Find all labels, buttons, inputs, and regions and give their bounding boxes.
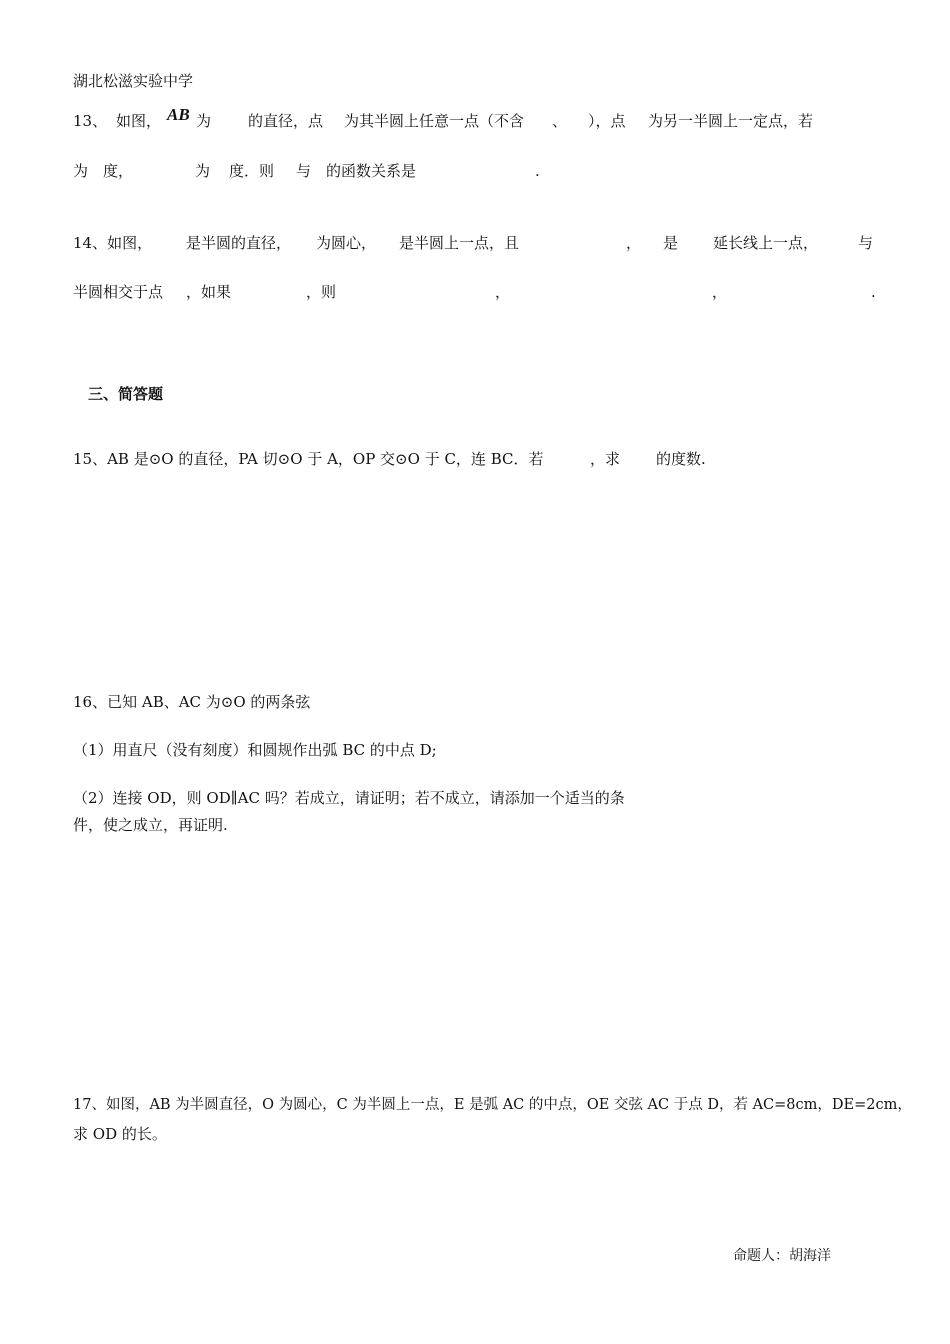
q14-line2-d: ， bbox=[495, 283, 511, 301]
school-header: 湖北松滋实验中学 bbox=[73, 72, 194, 90]
q16-part2-line2: 件，使之成立，再证明. bbox=[73, 816, 228, 834]
q16-part2-line1: （2）连接 OD，则 OD∥AC 吗？若成立，请证明；若不成立，请添加一个适当的条 bbox=[73, 789, 625, 807]
q13-text-2: 为 bbox=[196, 112, 212, 130]
q13-text-1: 如图， bbox=[116, 112, 162, 130]
q15-text-1: 15、AB 是⊙O 的直径，PA 切⊙O 于 A，OP 交⊙O 于 C，连 BC．若 bbox=[73, 450, 544, 468]
q14-text-4: 是半圆上一点，且 bbox=[399, 234, 520, 252]
q14-text-6: 是 bbox=[663, 234, 679, 252]
q14-text-8: 与 bbox=[858, 234, 874, 252]
section-heading: 三、简答题 bbox=[88, 385, 164, 403]
q17-line2: 求 OD 的长。 bbox=[73, 1125, 167, 1143]
q15-text-3: 的度数. bbox=[656, 450, 706, 468]
q15-text-2: ，求 bbox=[590, 450, 621, 468]
q13-text-5: 、 bbox=[552, 112, 568, 130]
q14-line2-c: ，则 bbox=[306, 283, 337, 301]
q13-text-7: 为另一半圆上一定点，若 bbox=[648, 112, 814, 130]
q14-text-2: 是半圆的直径， bbox=[186, 234, 292, 252]
q13-text-6: ），点 bbox=[588, 112, 626, 130]
q13-line2-g: . bbox=[535, 162, 540, 180]
q13-line2-e: 与 bbox=[296, 162, 312, 180]
q13-line2-f: 的函数关系是 bbox=[326, 162, 417, 180]
q14-text-5: ， bbox=[626, 234, 642, 252]
q14-text-7: 延长线上一点， bbox=[713, 234, 819, 252]
q13-line2-d: 度．则 bbox=[229, 162, 275, 180]
q13-line2-b: 度， bbox=[103, 162, 134, 180]
q13-ab-formula: AB bbox=[167, 105, 190, 124]
q13-number: 13、 bbox=[73, 112, 108, 130]
q14-text-3: 为圆心， bbox=[316, 234, 377, 252]
q14-line2-f: . bbox=[871, 283, 876, 301]
q13-text-3: 的直径，点 bbox=[248, 112, 324, 130]
q14-line2-e: ， bbox=[712, 283, 728, 301]
q13-line2-a: 为 bbox=[73, 162, 89, 180]
q16-stem: 16、已知 AB、AC 为⊙O 的两条弦 bbox=[73, 693, 311, 711]
q17-line1: 17、如图，AB 为半圆直径，O 为圆心，C 为半圆上一点，E 是弧 AC 的中点，OE 交弦 AC 于点 D，若 AC=8cm，DE=2cm， bbox=[73, 1097, 912, 1113]
author-credit: 命题人：胡海洋 bbox=[733, 1248, 831, 1264]
q14-line2-a: 半圆相交于点 bbox=[73, 283, 164, 301]
q14-text-1: 14、如图， bbox=[73, 234, 153, 252]
q13-text-4: 为其半圆上任意一点（不含 bbox=[344, 112, 525, 130]
q14-line2-b: ，如果 bbox=[186, 283, 232, 301]
q13-line2-c: 为 bbox=[195, 162, 211, 180]
q16-part1: （1）用直尺（没有刻度）和圆规作出弧 BC 的中点 D; bbox=[73, 741, 437, 759]
